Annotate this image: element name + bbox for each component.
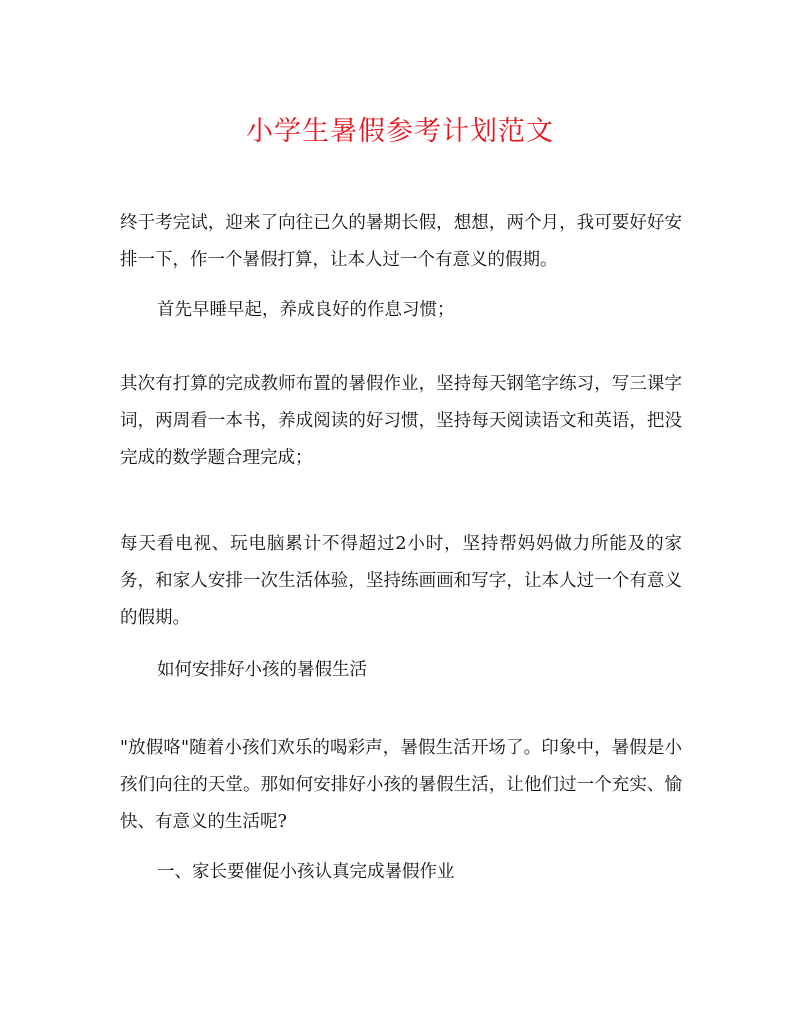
paragraph-daily-plan: 每天看电视、玩电脑累计不得超过2小时，坚持帮妈妈做力所能及的家务，和家人安排一次生活体验，坚持练画画和写字，让本人过一个有意义的假期。 [120, 534, 682, 628]
document-title: 小学生暑假参考计划范文 [246, 116, 554, 147]
paragraph-first-plan: 首先早睡早起，养成良好的作息习惯； [157, 300, 455, 320]
section-heading: 如何安排好小孩的暑假生活 [157, 660, 367, 680]
subsection-heading: 一、家长要催促小孩认真完成暑假作业 [157, 862, 455, 882]
paragraph-holiday-intro: "放假咯"随着小孩们欢乐的喝彩声，暑假生活开场了。印象中，暑假是小孩们向往的天堂。那如何安排好小孩的暑假生活，让他们过一个充实、愉快、有意义的生活呢? [120, 738, 682, 832]
paragraph-second-plan: 其次有打算的完成教师布置的暑假作业，坚持每天钢笔字练习，写三课字词，两周看一本书，养成阅读的好习惯，坚持每天阅读语文和英语，把没完成的数学题合理完成； [120, 374, 682, 468]
paragraph-intro: 终于考完试，迎来了向往已久的暑期长假，想想，两个月，我可要好好安排一下，作一个暑假打算，让本人过一个有意义的假期。 [120, 213, 682, 270]
